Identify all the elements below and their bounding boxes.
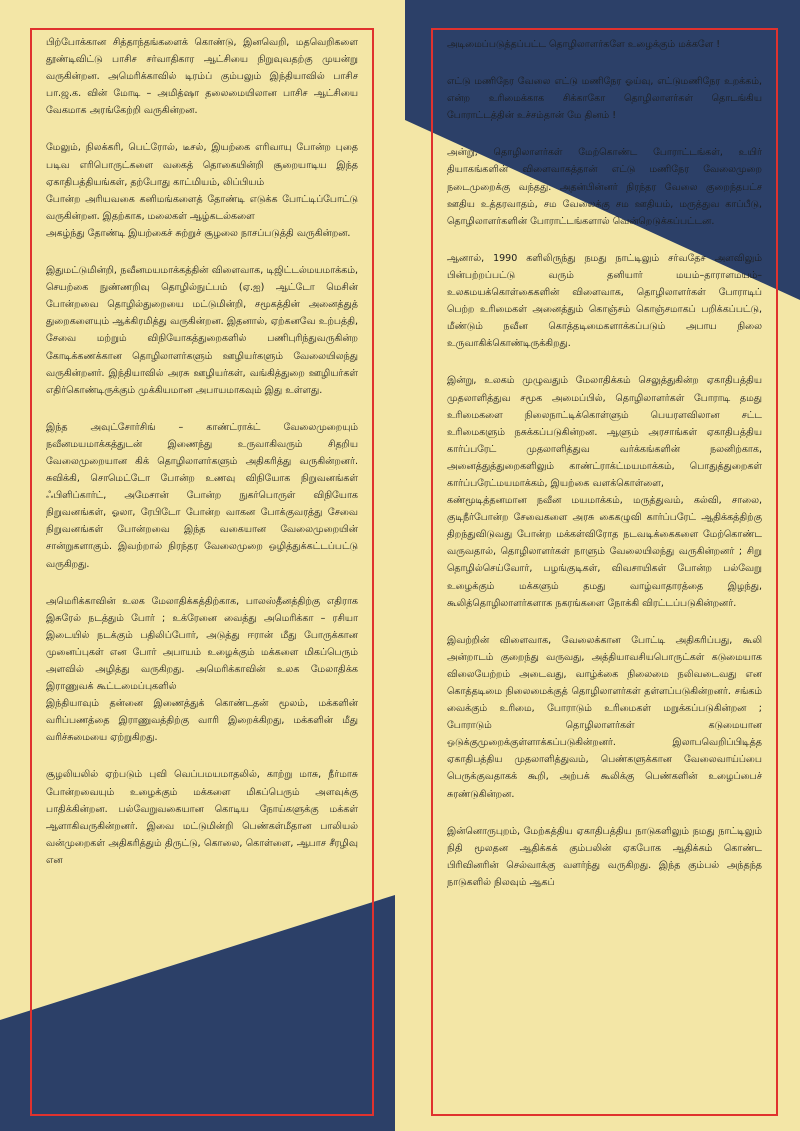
- left-paragraph-2: மேலும், நிலக்கரி, பெட்ரோல், டீசல், இயற்கை எரிவாயு போன்ற புதை படிவ எரிபொருட்களை வகைத் தொகையின்றி சூறையாடிய இந்த ஏகாதிபத்தியங்கள், தற்போது காட்மியம், லிப்பியம் போன்ற அரியவகை கனிமங்களைத் தோண்டி எடுக்க போட்டிப்போட்டு வருகின்றன. இதற்காக, மலைகள் ஆழ்கடல்களை அகழ்ந்து தோண்டி இயற்கைச் சுற்றுச் சூழலை நாசப்படுத்தி வருகின்றன.: [46, 142, 358, 239]
- right-paragraph-7: இன்னொருபுறம், மேற்கத்திய ஏகாதிபத்திய நாடுகளிலும் நமது நாட்டிலும் நிதி மூலதன ஆதிக்கக் கும்பலின் ஏகபோக ஆதிக்கம் கொண்ட பிரிவினரின் செல்வாக்கு வளர்ந்து வருகிறது. இந்த கும்பல் அந்தந்த நாடுகளில் நிலவும் ஆகப்: [447, 825, 762, 888]
- left-paragraph-1: பிற்போக்கான சித்தாந்தங்களைக் கொண்டு, இனவெறி, மதவெறிகளை தூண்டிவிட்டு பாசிச சர்வாதிகார ஆட்சியை நிறுவுவதற்கு முயன்று வருகின்றன. அமெரிக்காவில் டிரம்ப் கும்பலும் இந்தியாவில் பாசிச பா.ஜ.க. வின் மோடி – அமித்ஷா தலைமையிலான பாசிச ஆட்சியை வேகமாக அரங்கேற்றி வருகின்றன.: [46, 37, 358, 117]
- right-text-column: [431, 28, 778, 1116]
- left-paragraph-4: இந்த அவுட்சோர்சிங் – காண்ட்ராக்ட் வேலைமுறையும் நவீனமயமாக்கத்துடன் இணைந்து உருவாகிவரும் சிதறிய வேலைமுறையான கிக் தொழிலாளர்களும் அதிகரித்து வருகின்றனர். சுவிக்கி, சொமெட்டோ போன்ற உணவு விநியோக நிறுவனங்கள் ஃபிளிப்கார்ட், அமேசான் போன்ற நுகர்பொருள் விநியோக நிறுவனங்கள், ஓலா, ரேபிடோ போன்ற வாகன போக்குவரத்து சேவை நிறுவனங்கள் போன்றவை இந்த வகையான வேலைமுறையின் சான்றுகளாகும். இவற்றால் நிரந்தர வேலைமுறை ஒழித்துக்கட்டப்பட்டு வருகிறது.: [46, 421, 358, 570]
- right-paragraph-5: இன்று, உலகம் முழுவதும் மேலாதிக்கம் செலுத்துகின்ற ஏகாதிபத்திய முதலாளித்துவ சமூக அமைப்பில், தொழிலாளர்கள் போராடி தமது உரிமைகளை நிலைநாட்டிக்கொள்ளும் பெயரளவிலான சட்ட உரிமைகளும் நசுக்கப்படுகின்றன. ஆளும் அரசாங்கள் ஏகாதிபத்திய கார்ப்பரேட் முதலாளித்துவ வர்க்கங்களின் நலனிற்காக, அனைத்துத்துறைகளிலும் காண்ட்ராக்ட்மயமாக்கம், பொதுத்துறைகள் கார்ப்பரேட்மயமாக்கம், இயற்கை வளக்கொள்ளை, கண்மூடித்தனமான நவீன மயமாக்கம், மருத்துவம், கல்வி, சாலை, குடிநீர்போன்ற சேவைகளை அரசு கைகழுவி கார்ப்பரேட் ஆதிக்கத்திற்கு திறந்துவிடுவது போன்ற மக்கள்விரோத நடவடிக்கைகளை மேற்கொண்ட வருவதால், தொழிலாளர்கள் நாளும் வேலையிலந்து வருகின்றனர் ; சிறு தொழில்செய்வோர், பழங்குடிகள், விவசாயிகள் போன்ற பல்வேறு உழைக்கும் மக்களும் தமது வாழ்வாதாரத்தை இழந்து, கூலித்தொழிலாளர்களாக நகரங்களை நோக்கி விரட்டப்படுகின்றனர்.: [447, 375, 762, 609]
- blue-stripe-left-middle: [0, 1040, 30, 1131]
- right-paragraph-3: அன்று, தொழிலாளர்கள் மேற்கொண்ட போராட்டங்கள், உயிர் தியாகங்களின் விளைவாகத்தான் எட்டு மணிநேர வேலைமுறை நடைமுறைக்கு வந்தது. அதன்பின்னர் நிரந்தர வேலை குறைந்தபட்ச ஊதிய உத்தரவாதம், சம வேலைக்கு சம ஊதியம், மருத்துவ காப்பீடு, தொழிலாளர்களின் போராட்டங்களால் வென்றெடுக்கப்பட்டன.: [447, 147, 762, 227]
- left-paragraph-6: சூழலியலில் ஏற்படும் புவி வெப்பமயமாதலில், காற்று மாசு, நீர்மாசு போன்றவையும் உழைக்கும் மக்களை மிகப்பெரும் அளவுக்கு பாதிக்கின்றன. பல்வேறுவகையான கொடிய நோய்களுக்கு மக்கள் ஆளாகிவருகின்றனர். இவை மட்டுமின்றி பெண்கள்மீதான பாலியல் வன்முறைகள் அதிகரித்தும் திருட்டு, கொலை, கொள்ளை, ஆபாச சீரழிவு என: [46, 769, 358, 866]
- right-paragraph-1: அடிமைப்படுத்தப்பட்ட தொழிலாளர்களே உழைக்கும் மக்களே !: [447, 39, 721, 50]
- right-paragraph-2: எட்டு மணிநேர வேலை எட்டு மணிநேர ஓய்வு, எட்டுமணிநேர உறக்கம், என்ற உரிமைக்காக சிக்காகோ தொழிலாளர்கள் தொடங்கிய போராட்டத்தின் உச்சம்தான் மே தினம் !: [447, 76, 762, 122]
- right-paragraph-6: இவற்றின் விளைவாக, வேலைக்கான போட்டி அதிகரிப்பது, கூலி அன்றாடம் குறைந்து வருவது, அத்தியாவசியபொருட்கள் கடுமையாக விலையேற்றம் அடைவது, வாழ்க்கை நிலைமை நலிவடைவது என கொத்தடிமை நிலைமைக்குத் தொழிலாளர்கள் தள்ளப்படுகின்றனர். சங்கம் வைக்கும் உரிமை, போராடும் உரிமைகள் மறுக்கப்படுகின்றன ; போராடும் தொழிலாளர்கள் கடுமையான ஒடுக்குமுறைக்குள்ளாக்கப்படுகின்றனர். இலாபவெறிப்பிடித்த ஏகாதிபத்திய முதலாளித்துவம், பெண்களுக்கான வேலைவாய்ப்பை பெருக்குவதாகக் கூறி, அற்பக் கூலிக்கு பெண்களின் உழைப்பைச் சுரண்டுகின்றன.: [447, 634, 762, 800]
- left-paragraph-3: இதுமட்டுமின்றி, நவீனமயமாக்கத்தின் விளைவாக, டிஜிட்டல்மயமாக்கம், செயற்கை நுண்ணறிவு தொழில்நுட்பம் (ஏ.ஐ) ஆட்டோ மெசின் போன்றவை தொழில்துறையை மட்டுமின்றி, சமூகத்தின் அனைத்துத் துறைகளையும் ஆக்கிரமித்து வருகின்றன. இதனால், ஏற்கனவே உற்பத்தி, சேவை மற்றும் விநியோகத்துறைகளில் பணிபுரிந்துவருகின்ற கோடிக்கணக்கான தொழிலாளர்களும் ஊழியர்களும் வேலையிலந்து வருகின்றனர். இந்தியாவில் அரசு ஊழியர்கள், வங்கித்துறை ஊழியர்கள் எதிர்கொண்டிருக்கும் முக்கியமான அபாயமாகவும் இது உள்ளது.: [46, 265, 358, 396]
- left-text-column: [30, 28, 374, 1116]
- left-paragraph-5: அமெரிக்காவின் உலக மேலாதிக்கத்திற்காக, பாலஸ்தீனத்திற்கு எதிராக இசுரேல் நடத்தும் போர் ; உக்ரேனை வைத்து அமெரிக்கா – ரசியா இடையில் நடக்கும் பதிலிப்போர், அடுத்து ஈரான் மீது போருக்கான முனைப்புகள் என போர் அபாயம் உழைக்கும் மக்களை மிகப்பெரும் அளவில் அழித்து வருகிறது. அமெரிக்காவின் உலக மேலாதிக்க இராணுவக் கூட்டமைப்புகளில் இந்தியாவும் தன்னை இணைத்துக் கொண்டதன் மூலம், மக்களின் வரிப்பணத்தை இராணுவத்திற்கு வாரி இறைக்கிறது, மக்களின் மீது வரிச்சுமையை ஏற்றுகிறது.: [46, 595, 358, 744]
- right-paragraph-4: ஆனால், 1990 களிலிருந்து நமது நாட்டிலும் சர்வதேச அளவிலும் பின்பற்றப்பட்டு வரும் தனியார் மயம்–தாராளமயம்–உலகமயக்கொள்கைகளின் விளைவாக, தொழிலாளர்கள் போராடிப் பெற்ற உரிமைகள் அனைத்தும் கொஞ்சம் கொஞ்சமாகப் பறிக்கப்பட்டு, மீண்டும் நவீன கொத்தடிமைகளாக்கப்படும் அபாய நிலை உருவாகிக்கொண்டிருக்கிறது.: [447, 252, 762, 350]
